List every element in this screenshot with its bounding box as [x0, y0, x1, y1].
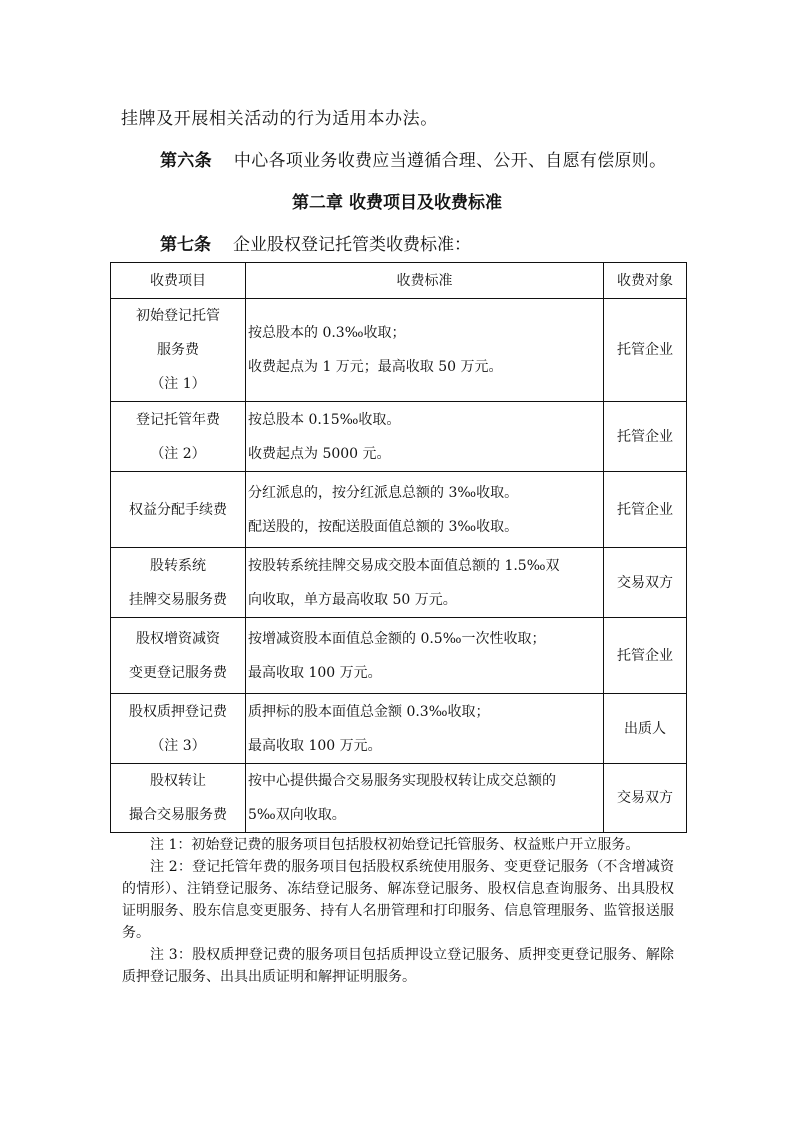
table-row: [111, 299, 687, 402]
table-row: [111, 764, 687, 833]
article-7-label: 第七条: [160, 235, 211, 255]
note-1: 注 1：初始登记费的服务项目包括股权初始登记托管服务、权益账户开立服务。: [150, 837, 640, 853]
fee-standard-line: 质押标的股本面值总金额 0.3‰收取；: [248, 703, 490, 720]
article-6: [160, 146, 666, 171]
header-target: 收费对象: [604, 263, 687, 299]
fee-item-cell: [111, 618, 246, 694]
fee-standard-line: 按总股本 0.15‰收取。: [248, 411, 401, 428]
fee-item-line: 登记托管年费: [136, 411, 220, 428]
table-row: [111, 618, 687, 694]
fee-target-cell: 托管企业: [604, 402, 687, 472]
fee-standard-line: 收费起点为 1 万元；最高收取 50 万元。: [248, 359, 503, 375]
table-row: [111, 694, 687, 764]
fee-standard-cell: [246, 694, 604, 764]
fee-item-line: 挂牌交易服务费: [129, 591, 227, 608]
fee-item-line: （注 1）: [150, 376, 206, 392]
header-item: 收费项目: [111, 263, 246, 299]
fee-item-line: 股权质押登记费: [129, 703, 227, 720]
fee-item-line: 变更登记服务费: [129, 664, 227, 681]
fee-standard-cell: [246, 764, 604, 833]
header-standard: 收费标准: [246, 263, 604, 299]
fee-item-line: 股权增资减资: [136, 630, 220, 647]
fee-item-line: 权益分配手续费: [129, 501, 227, 518]
fee-standard-cell: [246, 402, 604, 472]
fee-target-cell: 托管企业: [604, 618, 687, 694]
fee-item-line: （注 3）: [150, 737, 206, 754]
fee-standard-cell: [246, 472, 604, 548]
table-header-row: [111, 263, 687, 299]
chapter-title: 第二章 收费项目及收费标准: [292, 193, 502, 213]
article-6-label: 第六条: [160, 151, 212, 171]
fee-standard-line: 5‰双向收取。: [248, 807, 346, 823]
article-7-text: 企业股权登记托管类收费标准：: [233, 235, 471, 255]
fee-item-cell: [111, 764, 246, 833]
fee-standard-line: 向收取，单方最高收取 50 万元。: [248, 591, 457, 608]
fee-table: [110, 262, 687, 833]
paragraph-continuation: 挂牌及开展相关活动的行为适用本办法。: [121, 109, 438, 129]
fee-item-line: 股权转让: [150, 773, 206, 789]
fee-standard-line: 按增减资股本面值总金额的 0.5‰一次性收取；: [248, 630, 546, 647]
fee-standard-line: 按中心提供撮合交易服务实现股权转让成交总额的: [248, 773, 556, 789]
note-2: 注 2：登记托管年费的服务项目包括股权系统使用服务、变更登记服务（不含增减资的情形）、注销登记服务、冻结登记服务、解冻登记服务、股权信息查询服务、出具股权证明服务、股东信息变更服务、持有人名册管理和打印服务、信息管理服务、监管报送服务。: [122, 859, 674, 941]
table-row: [111, 472, 687, 548]
note-3: 注 3：股权质押登记费的服务项目包括质押设立登记服务、质押变更登记服务、解除质押登记服务、出具出质证明和解押证明服务。: [122, 947, 674, 985]
fee-standard-line: 最高收取 100 万元。: [248, 664, 382, 681]
fee-standard-line: 最高收取 100 万元。: [248, 737, 382, 754]
fee-item-line: 初始登记托管: [136, 308, 220, 324]
fee-standard-line: 分红派息的，按分红派息总额的 3‰收取。: [248, 484, 519, 501]
fee-target-cell: 交易双方: [604, 764, 687, 833]
fee-target-cell: 出质人: [604, 694, 687, 764]
fee-item-line: 服务费: [157, 342, 199, 358]
fee-item-cell: [111, 694, 246, 764]
fee-standard-cell: [246, 299, 604, 402]
table-row: [111, 402, 687, 472]
fee-item-cell: [111, 548, 246, 618]
fee-standard-cell: [246, 618, 604, 694]
fee-item-line: （注 2）: [150, 445, 206, 462]
article-7: [160, 230, 471, 255]
fee-standard-cell: [246, 548, 604, 618]
fee-item-line: 股转系统: [150, 557, 206, 574]
notes-section: [122, 834, 674, 988]
fee-standard-line: 按股转系统挂牌交易成交股本面值总额的 1.5‰双: [248, 557, 560, 574]
fee-standard-line: 按总股本的 0.3‰收取；: [248, 325, 406, 341]
table-row: [111, 548, 687, 618]
fee-target-cell: 托管企业: [604, 299, 687, 402]
fee-item-line: 撮合交易服务费: [129, 807, 227, 823]
article-6-text: 中心各项业务收费应当遵循合理、公开、自愿有偿原则。: [233, 151, 667, 171]
fee-target-cell: 托管企业: [604, 472, 687, 548]
fee-standard-line: 收费起点为 5000 元。: [248, 445, 391, 462]
fee-item-cell: [111, 472, 246, 548]
fee-item-cell: [111, 402, 246, 472]
fee-item-cell: [111, 299, 246, 402]
fee-standard-line: 配送股的，按配送股面值总额的 3‰收取。: [248, 518, 519, 535]
fee-target-cell: 交易双方: [604, 548, 687, 618]
